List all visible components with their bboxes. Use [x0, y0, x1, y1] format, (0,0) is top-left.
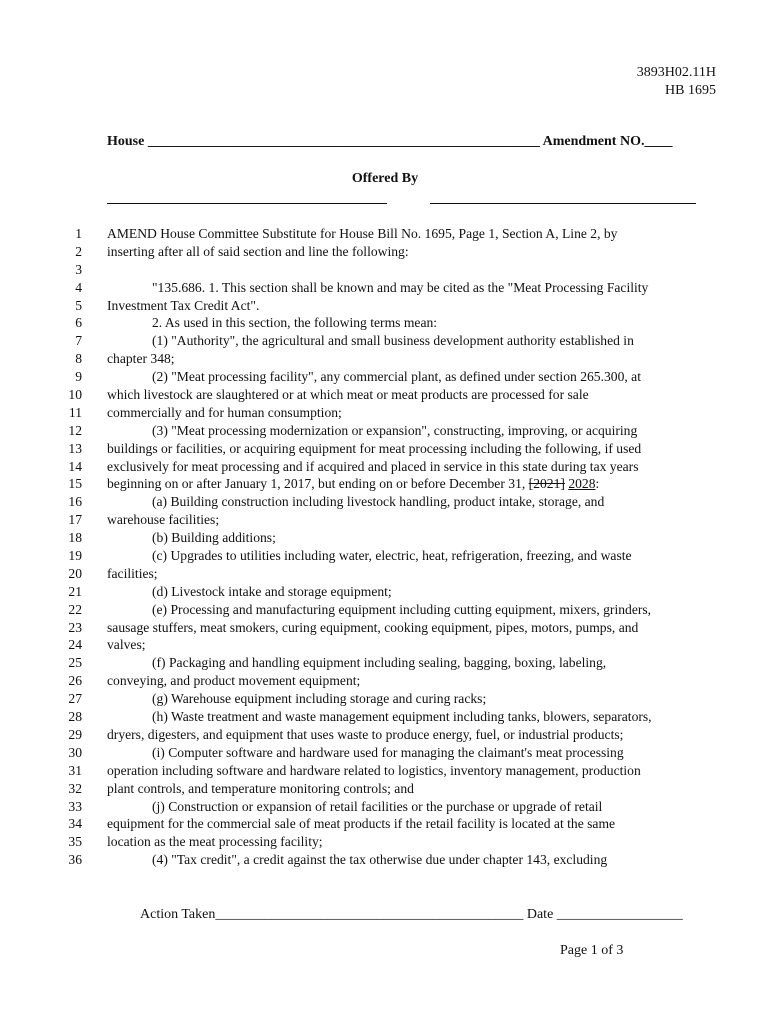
line-number: 19 [68, 548, 82, 564]
amendment-blank: ____ [644, 134, 673, 149]
line-number: 6 [75, 315, 82, 331]
document-line [0, 601, 770, 619]
document-line [0, 422, 770, 440]
line-text-content: location as the meat processing facility; [107, 834, 323, 850]
document-line [0, 744, 770, 762]
document-line [0, 565, 770, 583]
line-number: 26 [68, 673, 82, 689]
line-text-content: (3) "Meat processing modernization or expansion", constructing, improving, or acquiring [152, 422, 638, 438]
line-number: 28 [68, 709, 82, 725]
line-text-content: warehouse facilities; [107, 512, 220, 528]
document-id: 3893H02.11H [636, 65, 716, 80]
line-text [152, 279, 648, 297]
line-number: 36 [68, 852, 82, 868]
line-number: 12 [68, 422, 82, 438]
line-text-content: (e) Processing and manufacturing equipment including cutting equipment, mixers, grinders, [152, 601, 652, 617]
line-text-content: (j) Construction or expansion of retail facilities or the purchase or upgrade of retail [152, 798, 603, 814]
line-number: 15 [68, 476, 82, 492]
document-line [0, 332, 770, 350]
line-text-content: sausage stuffers, meat smokers, curing equipment, cooking equipment, pipes, motors, pumps, and [107, 619, 639, 635]
line-number: 21 [68, 583, 82, 599]
line-text [107, 815, 615, 833]
line-text-content: inserting after all of said section and line the following: [107, 243, 409, 259]
document-line [0, 368, 770, 386]
line-text-tail: : [595, 476, 600, 492]
document-line [0, 297, 770, 315]
document-line [0, 547, 770, 565]
line-number: 8 [75, 351, 82, 367]
line-text [107, 511, 219, 529]
line-text [107, 636, 146, 654]
line-text [107, 833, 323, 851]
line-number: 34 [68, 816, 82, 832]
line-text-content: (c) Upgrades to utilities including water, electric, heat, refrigeration, freezing, and waste [152, 548, 632, 564]
struck-text: [2021] [528, 476, 565, 492]
line-number: 33 [68, 798, 82, 814]
line-text [107, 404, 342, 422]
line-text [107, 440, 641, 458]
line-text-content: (1) "Authority", the agricultural and small business development authority established in [152, 333, 634, 349]
line-number: 27 [68, 691, 82, 707]
line-text [152, 708, 652, 726]
line-text-content: exclusively for meat processing and if acquired and placed in service in this state during tax years [107, 458, 639, 474]
line-text-content: (h) Waste treatment and waste management equipment including tanks, blowers, separators, [152, 709, 652, 725]
line-text [107, 565, 158, 583]
line-text-content: (b) Building additions; [152, 530, 276, 546]
line-text-content: buildings or facilities, or acquiring equipment for meat processing including the following, if used [107, 440, 642, 456]
line-number: 17 [68, 512, 82, 528]
line-text-content: plant controls, and temperature monitoring controls; and [107, 780, 414, 796]
signature-line-left [107, 203, 387, 204]
line-text-content: dryers, digesters, and equipment that uses waste to produce energy, fuel, or industrial products; [107, 726, 624, 742]
document-line [0, 762, 770, 780]
action-taken-blank: ____________________________________________ [215, 907, 524, 922]
document-line [0, 225, 770, 243]
line-text [107, 297, 259, 315]
document-line [0, 529, 770, 547]
date-blank: __________________ [556, 907, 683, 922]
line-text-content: (i) Computer software and hardware used for managing the claimant's meat processing [152, 744, 624, 760]
line-text-content: AMEND House Committee Substitute for House Bill No. 1695, Page 1, Section A, Line 2, by [107, 226, 618, 241]
document-line [0, 279, 770, 297]
line-number: 29 [68, 726, 82, 742]
line-number: 9 [75, 369, 82, 385]
line-number: 25 [68, 655, 82, 671]
line-text [152, 493, 604, 511]
house-blank: ________________________________________________________ [147, 134, 540, 149]
action-taken-label: Action Taken [140, 907, 216, 922]
line-number: 14 [68, 458, 82, 474]
line-number: 20 [68, 565, 82, 581]
line-text [107, 672, 360, 690]
line-number: 7 [75, 333, 82, 349]
line-text [152, 332, 634, 350]
line-text-content: facilities; [107, 565, 158, 581]
line-text [152, 654, 606, 672]
date-label: Date [526, 907, 554, 922]
line-number: 32 [68, 780, 82, 796]
document-line [0, 511, 770, 529]
line-text-content: chapter 348; [107, 351, 175, 367]
document-line [0, 636, 770, 654]
line-number: 22 [68, 601, 82, 617]
amendment-label: Amendment NO. [542, 134, 645, 149]
line-number: 10 [68, 387, 82, 403]
page-number: Page 1 of 3 [560, 943, 624, 958]
line-number: 18 [68, 530, 82, 546]
line-number: 1 [75, 226, 82, 241]
line-text-content: equipment for the commercial sale of meat products if the retail facility is located at the same [107, 816, 616, 832]
line-text [152, 690, 486, 708]
line-text-content: (2) "Meat processing facility", any commercial plant, as defined under section 265.300, at [152, 369, 641, 385]
line-text [107, 762, 641, 780]
line-number: 23 [68, 619, 82, 635]
line-text [152, 368, 641, 386]
document-line [0, 493, 770, 511]
line-number: 11 [68, 404, 82, 420]
line-text [107, 386, 589, 404]
line-text-content: "135.686. 1. This section shall be known and may be cited as the "Meat Processing Facility [152, 279, 649, 295]
amendment-body [0, 225, 770, 869]
bill-number: HB 1695 [665, 83, 716, 98]
line-text [152, 601, 651, 619]
document-line [0, 815, 770, 833]
inserted-text: 2028 [568, 476, 596, 492]
document-line [0, 314, 770, 332]
line-text-content: (f) Packaging and handling equipment including sealing, bagging, boxing, labeling, [152, 655, 607, 671]
line-text [107, 475, 599, 493]
document-line [0, 851, 770, 869]
document-line [0, 690, 770, 708]
line-text [152, 798, 602, 816]
document-line [0, 404, 770, 422]
line-text-content: (a) Building construction including livestock handling, product intake, storage, and [152, 494, 605, 510]
document-line [0, 798, 770, 816]
line-text [152, 744, 624, 762]
line-text [152, 547, 632, 565]
document-line [0, 672, 770, 690]
line-text [152, 851, 607, 869]
line-text-content: 2. As used in this section, the following terms mean: [152, 315, 438, 331]
document-line [0, 583, 770, 601]
action-taken-line [140, 907, 683, 923]
line-text [107, 458, 638, 476]
line-text [107, 225, 617, 243]
document-line [0, 708, 770, 726]
signature-line-right [430, 203, 696, 204]
line-text [152, 314, 437, 332]
document-line [0, 350, 770, 368]
document-line [0, 833, 770, 851]
line-text [107, 619, 638, 637]
line-text [152, 529, 276, 547]
document-line [0, 475, 770, 493]
document-line [0, 780, 770, 798]
line-text-content: conveying, and product movement equipment; [107, 673, 361, 689]
house-label: House [107, 134, 145, 149]
line-text-content: which livestock are slaughtered or at which meat or meat products are processed for sale [107, 387, 589, 403]
line-number: 31 [68, 762, 82, 778]
document-line [0, 261, 770, 279]
document-header [637, 64, 716, 100]
line-text-content: valves; [107, 637, 146, 653]
line-text-content: beginning on or after January 1, 2017, but ending on or before December 31, [107, 476, 529, 492]
offered-by-heading: Offered By [351, 171, 419, 186]
line-number: 4 [75, 279, 82, 295]
line-number: 16 [68, 494, 82, 510]
document-line [0, 619, 770, 637]
document-line [0, 654, 770, 672]
line-number: 5 [75, 297, 82, 313]
line-text [152, 422, 637, 440]
line-text [107, 350, 175, 368]
line-text-content: Investment Tax Credit Act". [107, 297, 260, 313]
document-line [0, 440, 770, 458]
line-text [107, 726, 623, 744]
line-number: 2 [75, 243, 82, 259]
line-number: 24 [68, 637, 82, 653]
line-text-content: operation including software and hardware related to logistics, inventory management, production [107, 762, 641, 778]
document-line [0, 726, 770, 744]
line-number: 35 [68, 834, 82, 850]
line-number: 13 [68, 440, 82, 456]
line-text [107, 780, 414, 798]
line-text-content: commercially and for human consumption; [107, 404, 342, 420]
line-number: 30 [68, 744, 82, 760]
line-text [152, 583, 392, 601]
document-line [0, 243, 770, 261]
line-text-content: (4) "Tax credit", a credit against the tax otherwise due under chapter 143, excluding [152, 852, 608, 868]
document-line [0, 386, 770, 404]
house-amendment-line [107, 134, 713, 150]
line-number: 3 [75, 261, 82, 277]
line-text-content: (d) Livestock intake and storage equipment; [152, 583, 392, 599]
line-text-content: (g) Warehouse equipment including storage and curing racks; [152, 691, 487, 707]
document-line [0, 458, 770, 476]
line-text [107, 243, 409, 261]
